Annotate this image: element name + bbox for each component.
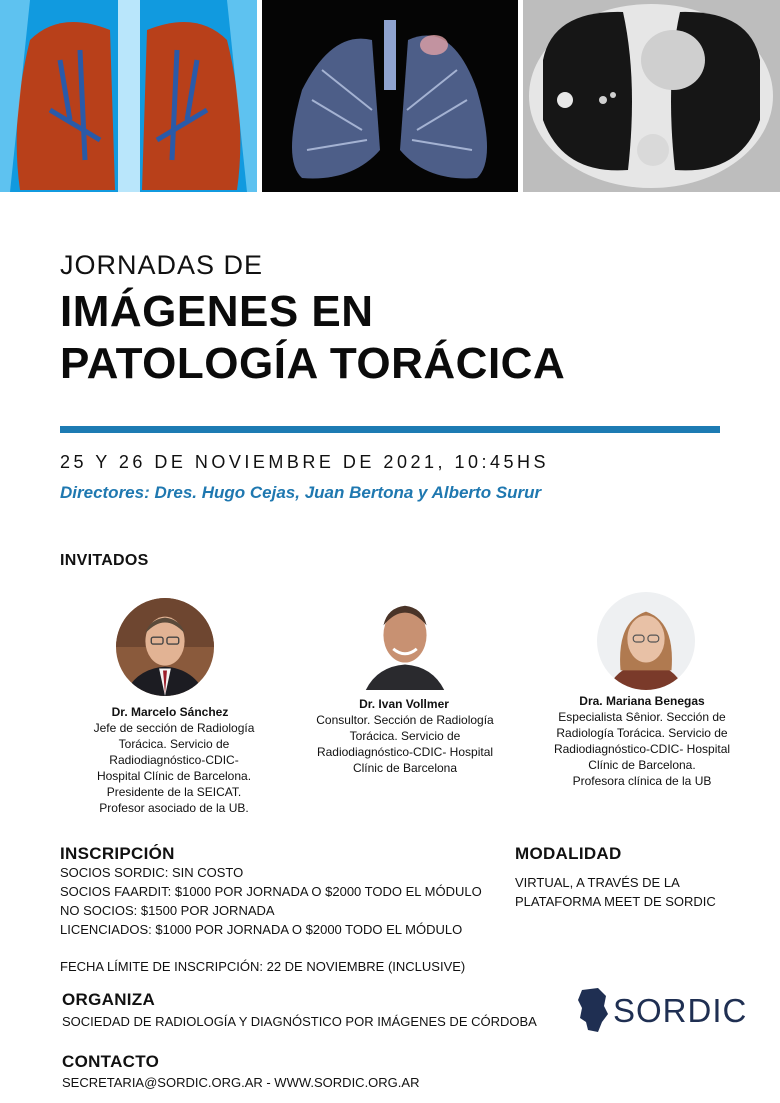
- guest-desc-line: Especialista Sênior. Sección de: [558, 710, 726, 724]
- inscripcion-line: SOCIOS SORDIC: SIN COSTO: [60, 865, 244, 880]
- guest-desc-line: Profesor asociado de la UB.: [99, 801, 249, 815]
- page-title: [60, 286, 565, 390]
- modalidad-line: PLATAFORMA MEET DE SORDIC: [515, 894, 716, 909]
- guest-desc-line: Profesora clínica de la UB: [572, 774, 712, 788]
- lung-3d-render-image: [262, 0, 518, 192]
- inscripcion-deadline: FECHA LÍMITE DE INSCRIPCIÓN: 22 DE NOVIEMBRE (INCLUSIVE): [60, 959, 466, 974]
- guest-desc-line: Clínic de Barcelona: [352, 761, 458, 775]
- modalidad-heading: MODALIDAD: [515, 844, 622, 863]
- inscripcion-heading: INSCRIPCIÓN: [60, 844, 175, 863]
- directors-line: Directores: Dres. Hugo Cejas, Juan Bertona y Alberto Surur: [60, 483, 542, 502]
- guest-desc-line: Torácica. Servicio de: [118, 737, 230, 751]
- guest-desc-line: Radiodiagnóstico-CDIC-: [109, 753, 239, 767]
- guest-name-1: Dr. Marcelo Sánchez: [111, 705, 229, 719]
- guest-desc-line: Clínic de Barcelona.: [588, 758, 696, 772]
- guest-name-2: Dr. Ivan Vollmer: [359, 697, 449, 711]
- guest-desc-line: Consultor. Sección de Radiología: [316, 713, 494, 727]
- modalidad-text: [515, 873, 716, 911]
- invitados-heading: INVITADOS: [60, 552, 149, 569]
- guest-desc-line: Jefe de sección de Radiología: [93, 721, 255, 735]
- organiza-text: SOCIEDAD DE RADIOLOGÍA Y DIAGNÓSTICO POR IMÁGENES DE CÓRDOBA: [62, 1014, 537, 1029]
- avatar-ivan-vollmer: [356, 592, 454, 690]
- title-line-1: IMÁGENES EN: [60, 287, 374, 336]
- contacto-text: SECRETARIA@SORDIC.ORG.AR - WWW.SORDIC.ORG.AR: [62, 1075, 420, 1090]
- accent-divider: [60, 426, 720, 433]
- sordic-logo: [576, 988, 748, 1034]
- contacto-heading: CONTACTO: [62, 1052, 160, 1071]
- modalidad-line: VIRTUAL, A TRAVÉS DE LA: [515, 875, 680, 890]
- lung-ct-color-image: [0, 0, 257, 192]
- guest-desc-line: Hospital Clínic de Barcelona.: [96, 769, 252, 783]
- title-line-2: PATOLOGÍA TORÁCICA: [60, 339, 566, 388]
- logo-wordmark: SORDIC: [613, 992, 748, 1029]
- pre-title: JORNADAS DE: [60, 250, 264, 280]
- guest-desc-line: Radiodiagnóstico-CDIC- Hospital: [553, 742, 731, 756]
- guest-desc-line: Radiología Torácica. Servicio de: [556, 726, 728, 740]
- inscripcion-list: [60, 863, 482, 939]
- inscripcion-line: NO SOCIOS: $1500 POR JORNADA: [60, 903, 275, 918]
- guest-desc-1: [60, 720, 288, 816]
- guest-desc-line: Presidente de la SEICAT.: [106, 785, 242, 799]
- guest-name-3: Dra. Mariana Benegas: [579, 694, 705, 708]
- avatar-marcelo-sanchez: [116, 598, 214, 696]
- avatar-mariana-benegas: [597, 592, 695, 690]
- lung-ct-axial-image: [523, 0, 780, 192]
- cordoba-map-icon: [576, 988, 610, 1034]
- event-date: 25 Y 26 DE NOVIEMBRE DE 2021, 10:45HS: [60, 452, 550, 472]
- guest-desc-line: Torácica. Servicio de: [349, 729, 461, 743]
- guest-desc-line: Radiodiagnóstico-CDIC- Hospital: [316, 745, 494, 759]
- guest-desc-2: [298, 712, 512, 776]
- inscripcion-line: SOCIOS FAARDIT: $1000 POR JORNADA O $2000 TODO EL MÓDULO: [60, 884, 482, 899]
- guest-desc-3: [534, 709, 750, 789]
- inscripcion-line: LICENCIADOS: $1000 POR JORNADA O $2000 TODO EL MÓDULO: [60, 922, 463, 937]
- organiza-heading: ORGANIZA: [62, 990, 156, 1009]
